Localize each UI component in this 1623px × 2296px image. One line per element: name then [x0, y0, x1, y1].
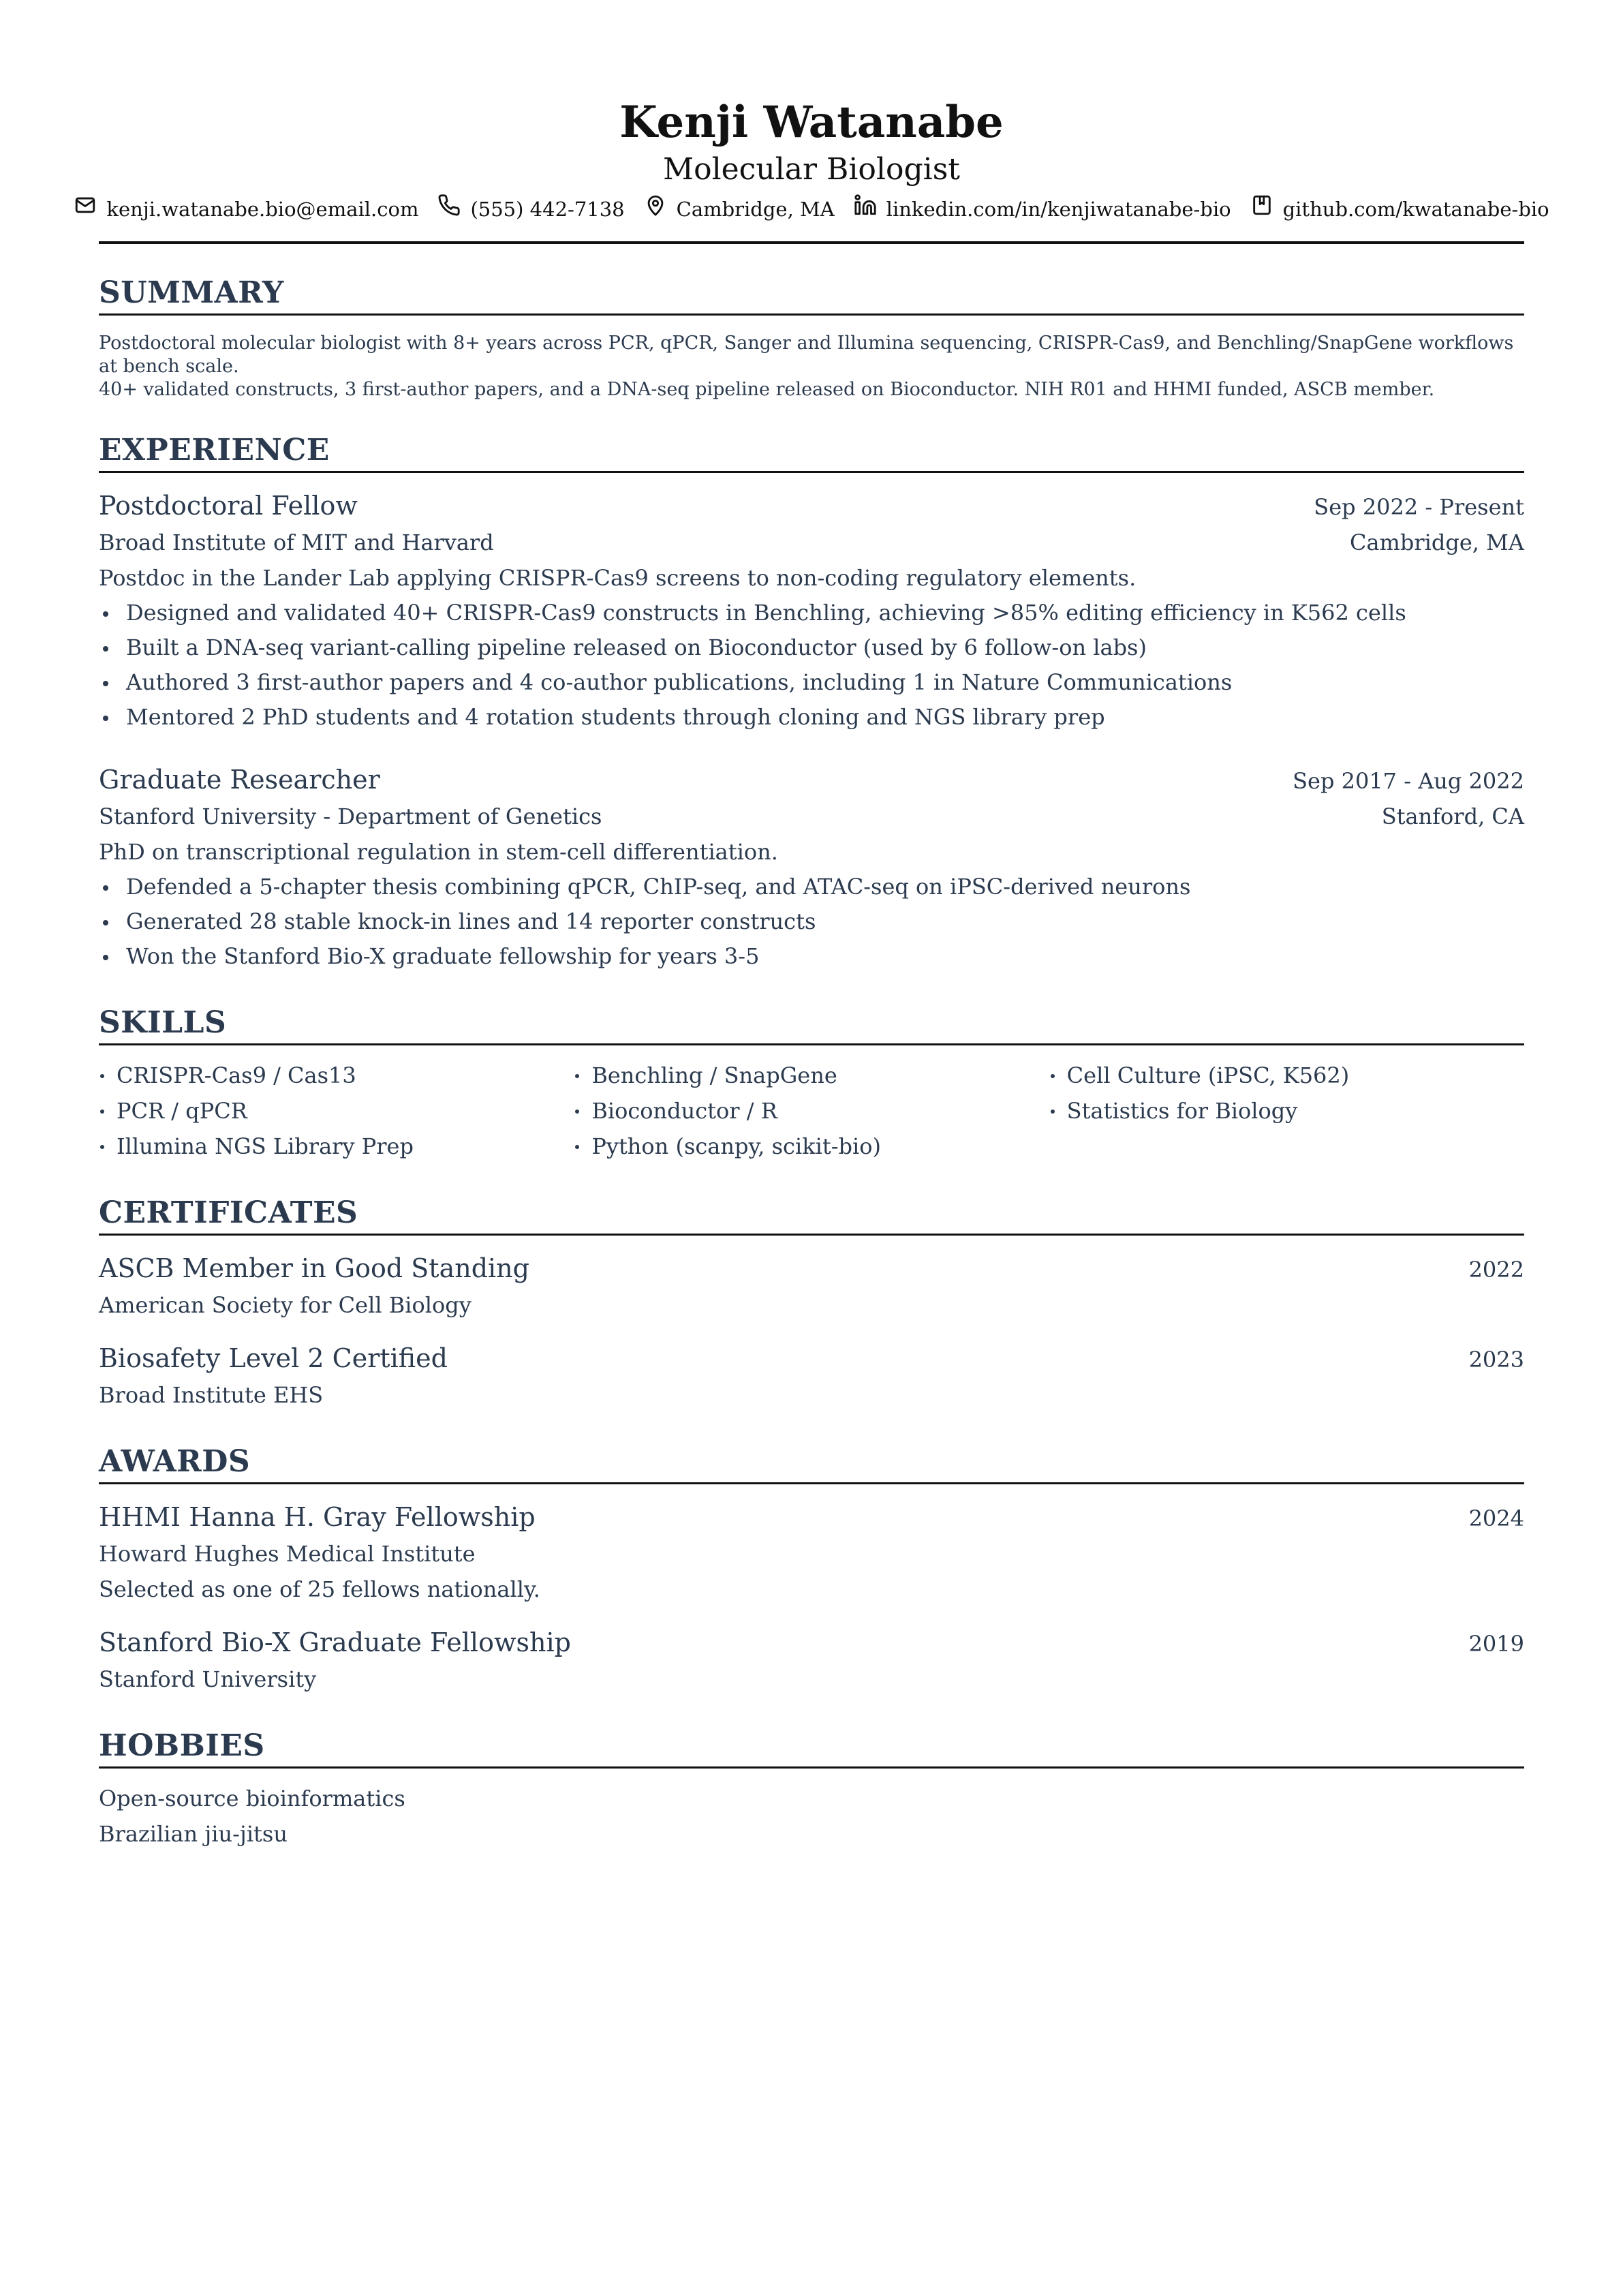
job-description: PhD on transcriptional regulation in stem-cell differentiation. [99, 839, 778, 865]
award-entry [99, 1625, 1524, 1697]
job-description: Postdoc in the Lander Lab applying CRISPR-Cas9 screens to non-coding regulatory elements. [99, 565, 1137, 591]
contact-linkedin[interactable] [854, 194, 1231, 225]
contact-phone[interactable] [437, 194, 624, 225]
skills-grid [99, 1058, 1524, 1164]
mail-icon [74, 194, 97, 225]
resume-header [99, 95, 1549, 244]
job-location: Stanford, CA [1381, 803, 1524, 829]
skill-item: CRISPR-Cas9 / Cas13 [99, 1058, 574, 1093]
summary-heading: SUMMARY [99, 274, 1524, 316]
hobbies-heading: HOBBIES [99, 1727, 1524, 1769]
certificates-section [99, 1194, 1524, 1413]
certificate-issuer: Broad Institute EHS [99, 1382, 324, 1408]
experience-section [99, 431, 1524, 974]
bullet-item: Built a DNA-seq variant-calling pipeline released on Bioconductor (used by 6 follow-on labs) [99, 630, 1524, 665]
contact-bar [99, 194, 1549, 225]
email-text: kenji.watanabe.bio@email.com [106, 198, 419, 221]
award-year: 2024 [1468, 1505, 1524, 1531]
bullet-item: Defended a 5-chapter thesis combining qPCR, ChIP-seq, and ATAC-seq on iPSC-derived neurons [99, 870, 1524, 904]
job-dates: Sep 2022 - Present [1314, 494, 1524, 520]
contact-email[interactable] [74, 194, 418, 225]
certificate-entry [99, 1251, 1524, 1323]
contact-location [644, 194, 835, 225]
location-icon [644, 194, 667, 225]
bullet-item: Mentored 2 PhD students and 4 rotation students through cloning and NGS library prep [99, 700, 1524, 735]
award-name: Stanford Bio-X Graduate Fellowship [99, 1627, 571, 1657]
bullet-item: Authored 3 first-author papers and 4 co-author publications, including 1 in Nature Communications [99, 665, 1524, 700]
awards-section [99, 1443, 1524, 1697]
skill-item: Statistics for Biology [1049, 1093, 1524, 1129]
bullet-item: Generated 28 stable knock-in lines and 14 reporter constructs [99, 904, 1524, 939]
skill-item: Benchling / SnapGene [574, 1058, 1049, 1093]
person-name: Kenji Watanabe [619, 97, 1004, 148]
github-icon [1250, 194, 1273, 225]
header-divider [99, 241, 1524, 244]
certificate-name: Biosafety Level 2 Certified [99, 1343, 448, 1373]
job-title: Molecular Biologist [663, 152, 960, 187]
experience-entry [99, 762, 1524, 974]
skill-item: Cell Culture (iPSC, K562) [1049, 1058, 1524, 1093]
award-entry [99, 1499, 1524, 1607]
certificate-year: 2022 [1468, 1257, 1524, 1283]
summary-line: 40+ validated constructs, 3 first-author papers, and a DNA-seq pipeline released on Bioconductor. NIH R01 and HHMI funded, ASCB member. [99, 379, 1435, 400]
phone-text: (555) 442-7138 [470, 198, 625, 221]
skill-item: Illumina NGS Library Prep [99, 1129, 574, 1164]
award-year: 2019 [1468, 1631, 1524, 1657]
certificates-heading: CERTIFICATES [99, 1194, 1524, 1236]
summary-line: Postdoctoral molecular biologist with 8+ years across PCR, qPCR, Sanger and Illumina sequencing, CRISPR-Cas9, and Benchling/SnapGene workflows at bench scale. [99, 333, 1514, 377]
experience-entry [99, 488, 1524, 735]
job-organization: Broad Institute of MIT and Harvard [99, 530, 494, 555]
job-dates: Sep 2017 - Aug 2022 [1293, 768, 1524, 794]
summary-section [99, 274, 1524, 401]
awards-heading: AWARDS [99, 1443, 1524, 1484]
certificate-year: 2023 [1468, 1347, 1524, 1373]
job-organization: Stanford University - Department of Genetics [99, 803, 602, 829]
location-text: Cambridge, MA [676, 198, 835, 221]
skills-heading: SKILLS [99, 1004, 1524, 1045]
job-bullets [99, 870, 1524, 974]
hobby-item: Brazilian jiu-jitsu [99, 1821, 288, 1847]
summary-text [99, 332, 1524, 401]
certificate-entry [99, 1341, 1524, 1413]
hobby-item: Open-source bioinformatics [99, 1786, 405, 1811]
job-bullets [99, 596, 1524, 735]
hobbies-section [99, 1727, 1524, 1852]
award-note: Selected as one of 25 fellows nationally. [99, 1576, 540, 1602]
job-location: Cambridge, MA [1349, 530, 1524, 555]
skill-item: PCR / qPCR [99, 1093, 574, 1129]
certificate-name: ASCB Member in Good Standing [99, 1253, 529, 1283]
skill-item: Bioconductor / R [574, 1093, 1049, 1129]
skill-item: Python (scanpy, scikit-bio) [574, 1129, 1049, 1164]
job-role: Graduate Researcher [99, 765, 380, 795]
linkedin-text: linkedin.com/in/kenjiwatanabe-bio [886, 198, 1231, 221]
bullet-item: Designed and validated 40+ CRISPR-Cas9 constructs in Benchling, achieving >85% editing efficiency in K562 cells [99, 596, 1524, 630]
experience-heading: EXPERIENCE [99, 431, 1524, 473]
phone-icon [437, 194, 461, 225]
contact-github[interactable] [1250, 194, 1549, 225]
certificate-issuer: American Society for Cell Biology [99, 1292, 472, 1318]
linkedin-icon [854, 194, 877, 225]
award-issuer: Stanford University [99, 1666, 317, 1692]
award-issuer: Howard Hughes Medical Institute [99, 1541, 476, 1567]
bullet-item: Won the Stanford Bio-X graduate fellowship for years 3-5 [99, 939, 1524, 974]
github-text: github.com/kwatanabe-bio [1282, 198, 1549, 221]
hobbies-list [99, 1781, 1524, 1852]
award-name: HHMI Hanna H. Gray Fellowship [99, 1502, 536, 1532]
job-role: Postdoctoral Fellow [99, 491, 358, 521]
skills-section [99, 1004, 1524, 1164]
